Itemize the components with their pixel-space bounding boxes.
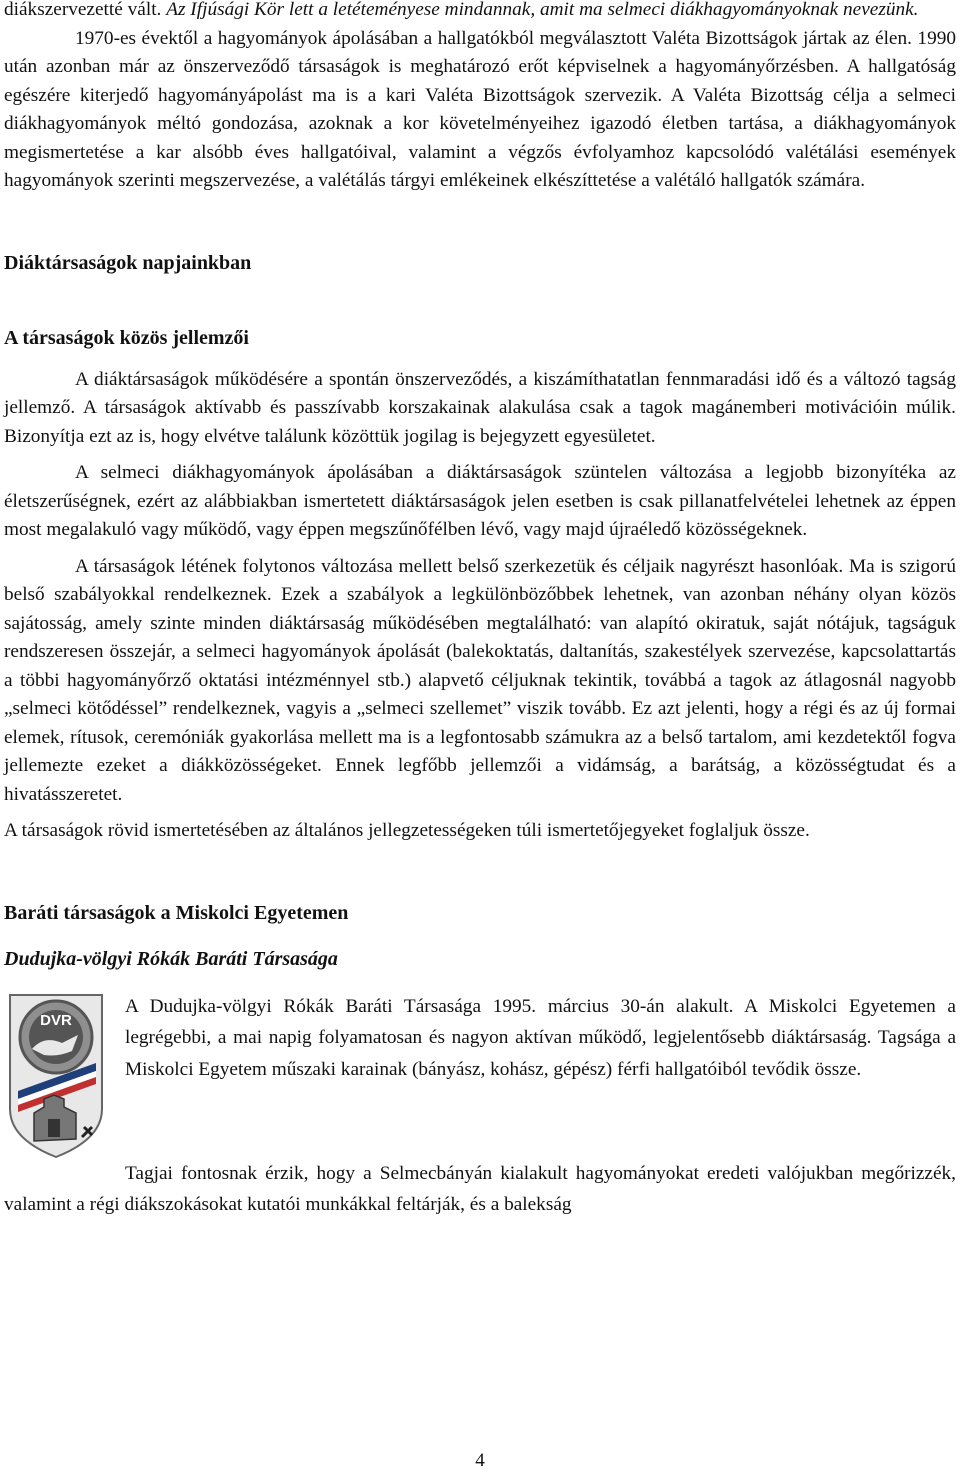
section-heading: Diáktársaságok napjainkban [4, 251, 252, 274]
page-number: 4 [475, 1450, 485, 1471]
society-intro-block [4, 991, 956, 1161]
paragraph-characteristics: A diáktársaságok működésére a spontán önszerveződés, a kiszámíthatatlan fennmaradási idő és a változó tagság jellemző. A társaságok aktívabb és passzívabb korszakainak alakulása csak a tagok magánemberi motivációin múlik. Bizonyítja ezt az is, hogy elvétve találunk közöttük jogilag is bejegyzett egyesületet. [4, 368, 956, 447]
society-heading: Dudujka-völgyi Rókák Baráti Társasága [4, 947, 338, 970]
document-page [4, 0, 956, 1221]
society-text [125, 991, 956, 1086]
paragraph-intro-italic: Az Ifjúsági Kör lett a letéteményese mindannak, amit ma selmeci diákhagyományoknak nevezünk. [166, 0, 919, 20]
paragraph-structure: A társaságok létének folytonos változása mellett belső szerkezetük és céljaik nagyrészt hasonlóak. Ma is szigorú belső szabályokkal rendelkeznek. Ezek a szabályok a legkülönbözőbbek lehetnek, van azonban néhány olyan közös sajátosság, amely szinte minden diáktársaság működésében megtalálható: van alapító okiratuk, saját nótájuk, tagságuk rendszeresen összejár, a selmeci hagyományok ápolását (balekoktatás, daltanítás, szakestélyek szervezése, kapcsolattartás a többi hagyományőrző oktatási intézménnyel stb.) alapvető céljuknak tekintik, továbbá a tagok az átlagosnál nagyobb „selmeci kötődéssel” rendelkeznek, vagyis a „selmeci szellemet” viszik tovább. Ez azt jelenti, hogy a régi és az új formai elemek, rítusok, ceremóniák gyakorlása mellett ma is a legfontosabb számukra az a belső tartalom, ami kezdetektől fogva jellemezte ezeket a diákközösségeket. Ennek legfőbb jellemzői a vidámság, a barátság, a közösségtudat és a hivatásszeretet. [4, 555, 956, 805]
paragraph-dvr-founding: A Dudujka-völgyi Rókák Baráti Társasága 1995. március 30-án alakult. A Miskolci Egyetemen a legrégebbi, a mai napig folyamatosan és nagyon aktívan működő, legjelentősebb diáktársaság. Tagsága a Miskolci Egyetem műszaki karainak (bányász, kohász, gépész) férfi hallgatóiból tevődik össze. [125, 995, 956, 1080]
paragraph-summary: A társaságok rövid ismertetésében az általános jellegzetességeken túli ismertetőjegyeket foglaljuk össze. [4, 820, 810, 841]
paragraph-valeta: 1970-es évektől a hagyományok ápolásában a hallgatókból megválasztott Valéta Bizottságok jártak az élen. 1990 után azonban már az önszerveződő társaságok is meghatározó erőt képviselnek a hagyományőrzésben. A hallgatóság egészére kiterjedő hagyományápolást ma is a kari Valéta Bizottságok szervezik. A Valéta Bizottság célja a selmeci diákhagyományok méltó gondozása, azoknak a kor követelményeihez igazodó életben tartása, a diákhagyományok megismertetése a kar alsóbb éves hallgatóival, valamint a végzős évfolyamhoz kapcsolódó valétálási események hagyományok szerinti megszervezése, a valétálás tárgyi emlékeinek elkészíttetése a valétáló hallgatók számára. [4, 27, 956, 191]
subsection-heading: A társaságok közös jellemzői [4, 326, 249, 349]
paragraph-change: A selmeci diákhagyományok ápolásában a diáktársaságok szüntelen változása a legjobb bizonyítéka az életszerűségnek, ezért az alábbiakban ismertetett diáktársaságok jelen esetben is csak pillanatfelvételei lehetnek az éppen most megalakuló vagy működő, vagy éppen megszűnőfélben lévő, vagy majd újraéledő közösségeknek. [4, 462, 956, 540]
section-heading-miskolc: Baráti társaságok a Miskolci Egyetemen [4, 901, 349, 924]
paragraph-intro [4, 0, 956, 25]
logo-lettering: DVR [40, 1011, 72, 1029]
dvr-badge-logo [4, 991, 108, 1159]
paragraph-intro-run: diákszervezetté vált. [4, 0, 167, 20]
paragraph-dvr-goals: Tagjai fontosnak érzik, hogy a Selmecbányán kialakult hagyományokat eredeti valójukban megőrizzék, valamint a régi diákszokásokat kutatói munkákkal feltárják, és a balekság [4, 1162, 956, 1215]
